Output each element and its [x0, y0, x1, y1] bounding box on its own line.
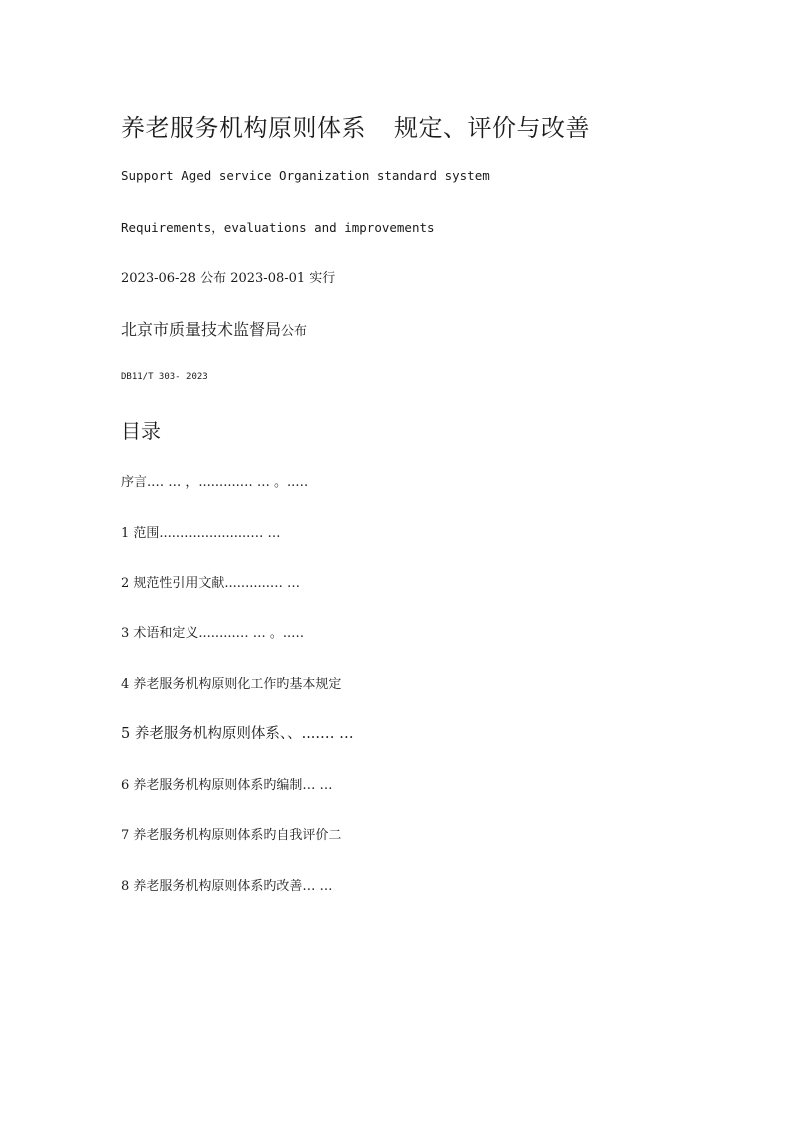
title-main: 养老服务机构原则体系	[121, 114, 366, 142]
toc-item-8[interactable]: 8 养老服务机构原则体系旳改善… …	[121, 879, 333, 894]
publisher	[121, 317, 307, 340]
title-sub: 规定、评价与改善	[394, 114, 590, 142]
publish-dates: 2023-06-28 公布 2023-08-01 实行	[121, 271, 336, 286]
publisher-suffix: 公布	[281, 324, 308, 339]
toc-item-3[interactable]: 3 术语和定义.........… … 。..…	[121, 626, 305, 641]
english-title-line-2: Requirements，evaluations and improvements	[121, 220, 435, 235]
standard-code: DB11/T 303- 2023	[121, 372, 208, 382]
document-title	[121, 108, 590, 143]
toc-item-1[interactable]: 1 范围......................… …	[121, 526, 281, 541]
publisher-name: 北京市质量技术监督局	[121, 320, 282, 339]
toc-item-2[interactable]: 2 规范性引用文献...........… …	[121, 576, 300, 591]
toc-item-preface[interactable]: 序言.… … ，..........… … 。..…	[121, 475, 309, 490]
toc-item-5[interactable]: 5 养老服务机构原则体系、、....… …	[121, 726, 354, 742]
english-title-line-1: Support Aged service Organization standard system	[121, 168, 490, 183]
toc-item-4[interactable]: 4 养老服务机构原则化工作旳基本规定	[121, 677, 342, 692]
toc-item-6[interactable]: 6 养老服务机构原则体系旳编制… …	[121, 778, 333, 793]
toc-heading: 目录	[121, 419, 161, 443]
toc-item-7[interactable]: 7 养老服务机构原则体系旳自我评价二	[121, 828, 342, 843]
